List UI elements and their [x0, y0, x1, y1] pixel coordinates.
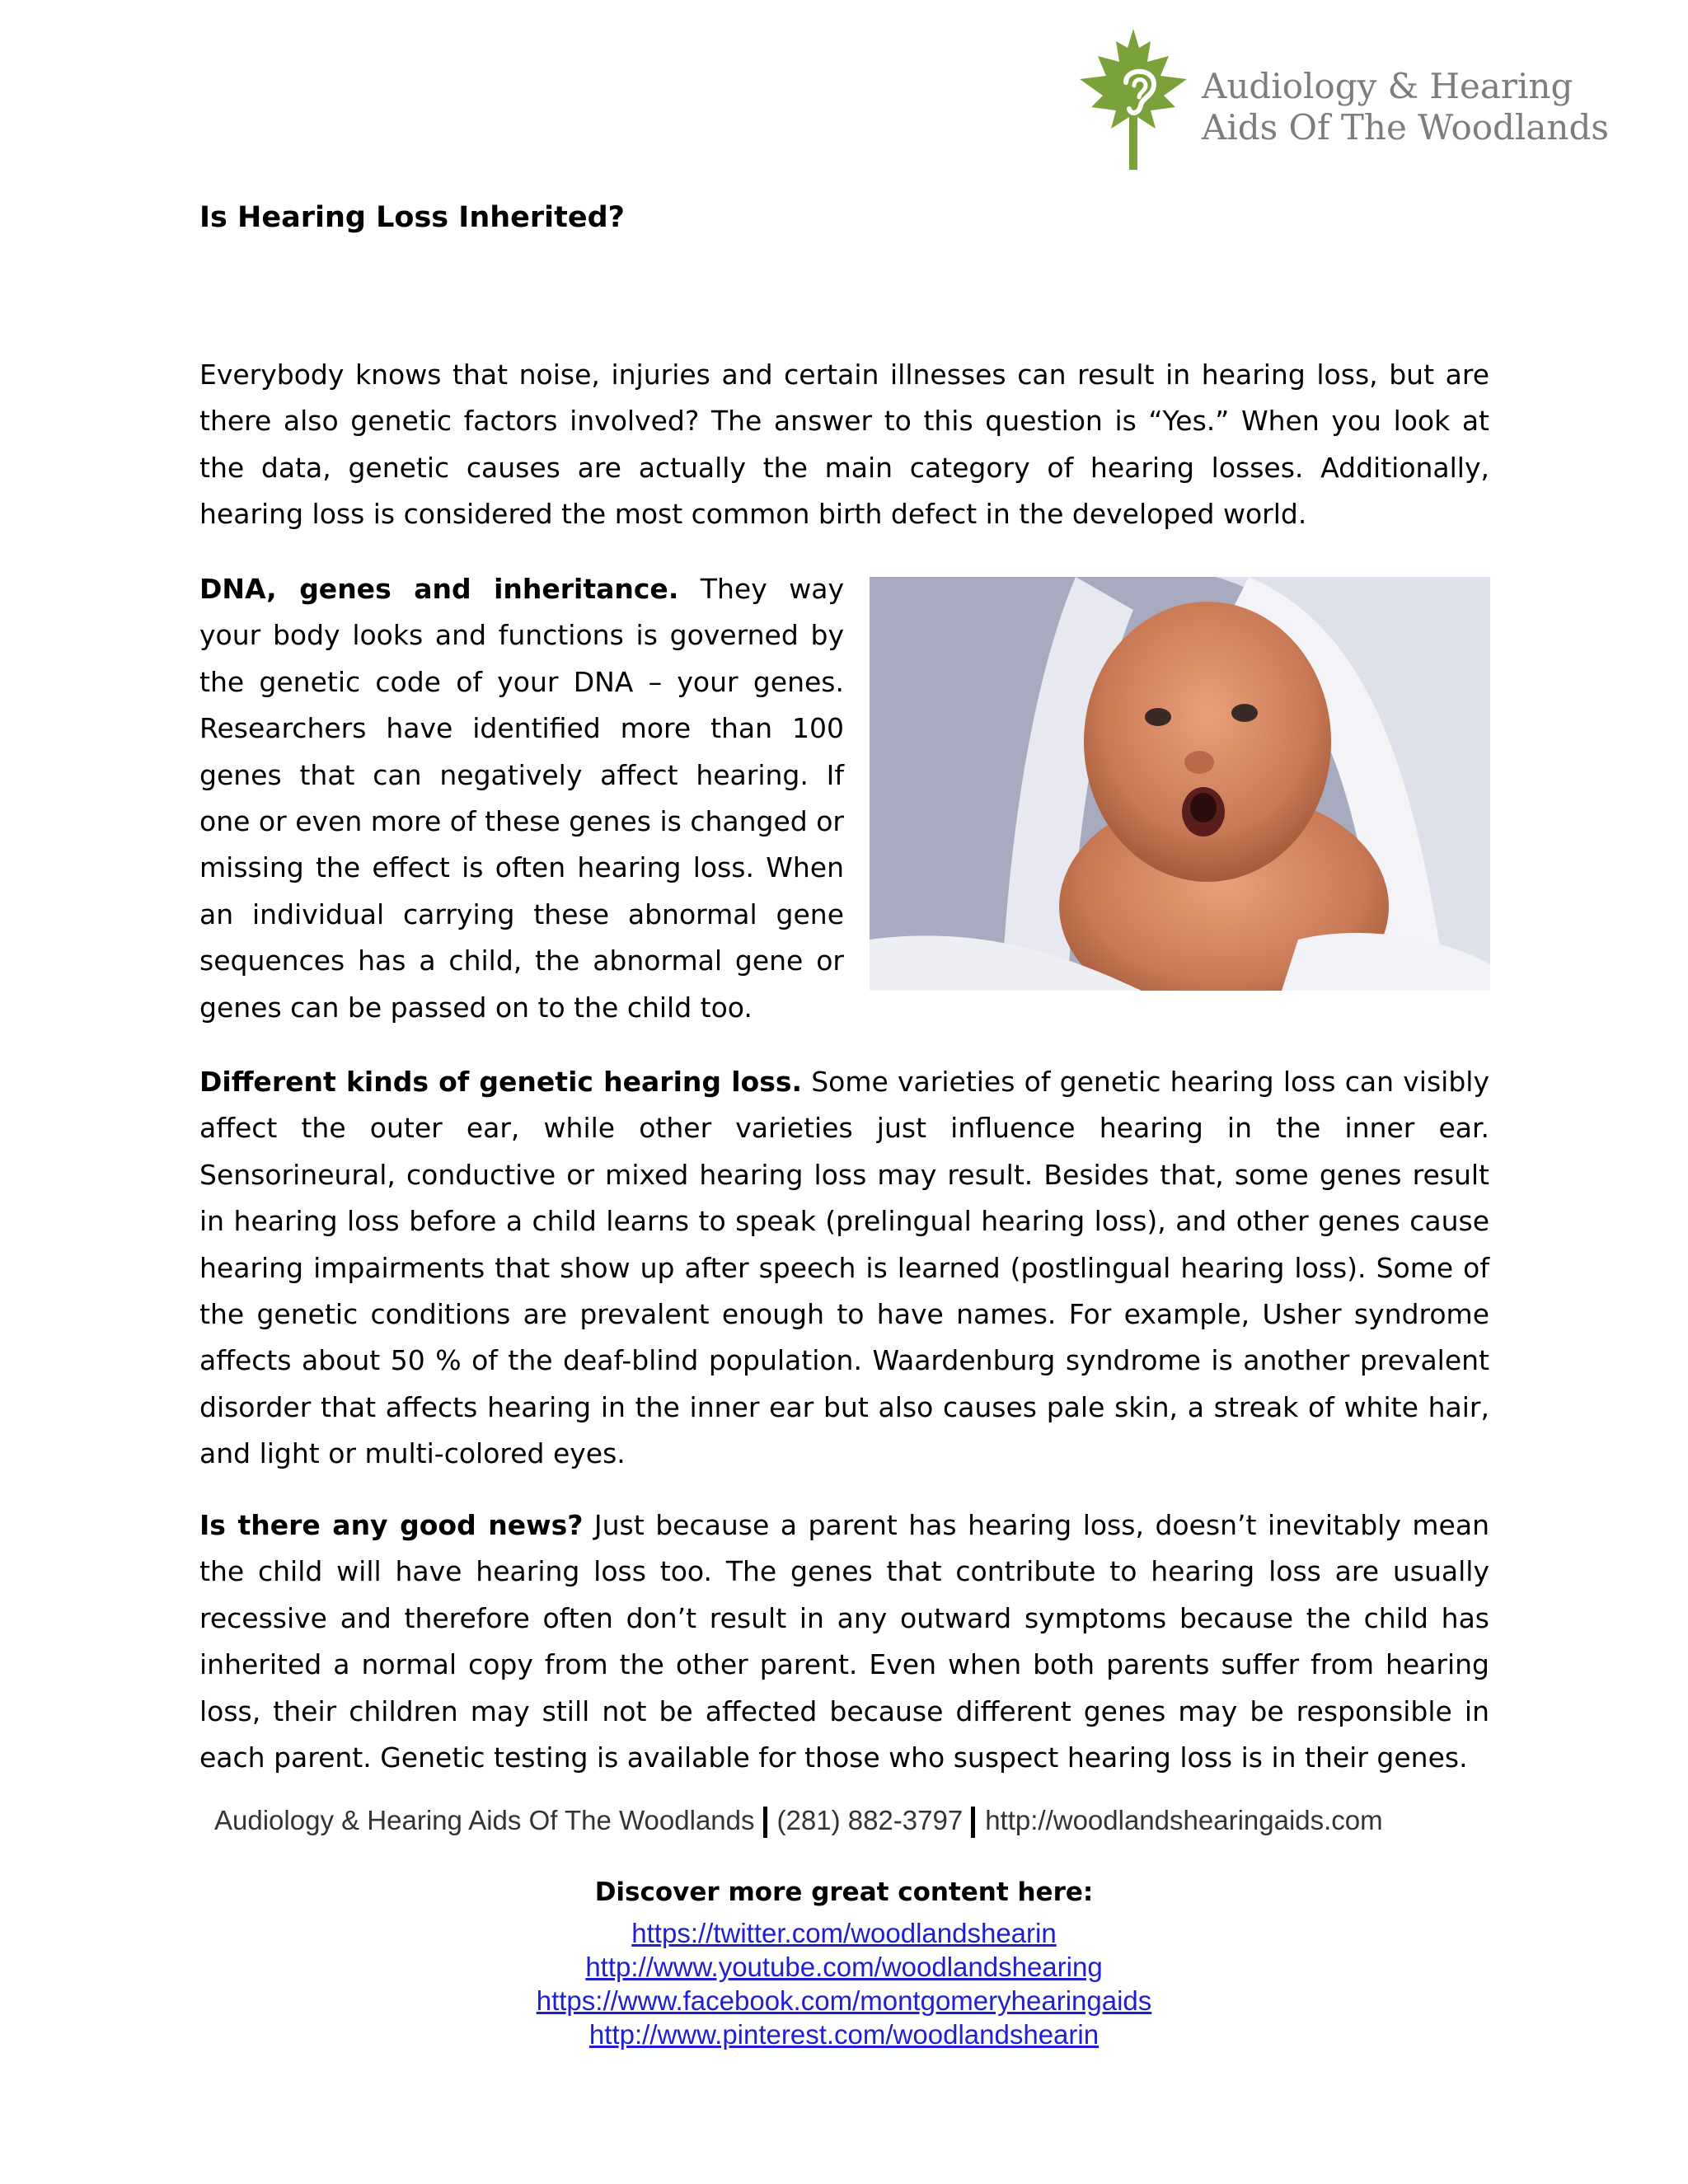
- twitter-link[interactable]: https://twitter.com/woodlandshearin: [631, 1918, 1057, 1948]
- footer-phone: (281) 882-3797: [776, 1805, 964, 1835]
- kinds-body: Some varieties of genetic hearing loss can visibly affect the outer ear, while other varieties just influence hearing in the inner ear. Sensorineural, conductive or mixed hearing loss may result. Besides that, some genes result in hearing loss before a child learns to speak (prelingual hearing loss), and other genes cause hearing impairments that show up after speech is learned (postlingual hearing loss). Some of the genetic conditions are prevalent enough to have names. For example, Usher syndrome affects about 50 % of the deaf-blind population. Waardenburg syndrome is another prevalent disorder that affects hearing in the inner ear but also causes pale skin, a streak of white hair, and light or multi-colored eyes.: [199, 1066, 1489, 1470]
- logo-text: [1202, 66, 1609, 148]
- intro-paragraph: Everybody knows that noise, injuries and certain illnesses can result in hearing loss, but are there also genetic factors involved? The answer to this question is “Yes.” When you look at the data, genetic causes are actually the main category of hearing losses. Additionally, hearing loss is considered the most common birth defect in the developed world.: [199, 359, 1489, 531]
- dna-paragraph: [199, 566, 844, 1031]
- logo-line-2: Aids Of The Woodlands: [1202, 107, 1609, 148]
- baby-illustration: [870, 577, 1490, 991]
- footer-company: Audiology & Hearing Aids Of The Woodlands: [214, 1805, 755, 1835]
- company-logo: [1071, 25, 1609, 173]
- article-title: Is Hearing Loss Inherited?: [199, 201, 625, 234]
- news-heading: Is there any good news?: [199, 1509, 584, 1541]
- footer-separator: [763, 1807, 767, 1838]
- dna-body: They way your body looks and functions is governed by the genetic code of your DNA – your genes. Researchers have identified more than 100 genes that can negatively affect hearing. If one or even more of these genes is changed or missing the effect is often hearing loss. When an individual carrying these abnormal gene sequences has a child, the abnormal gene or genes can be passed on to the child too.: [199, 573, 844, 1024]
- facebook-link[interactable]: https://www.facebook.com/montgomeryhearingaids: [536, 1985, 1152, 2016]
- good-news-paragraph: [199, 1502, 1489, 1781]
- yawning-baby-photo: [870, 577, 1490, 991]
- footer-separator: [971, 1807, 975, 1838]
- logo-line-1: Audiology & Hearing: [1202, 66, 1573, 106]
- footer-contact-line: [214, 1805, 1475, 1838]
- footer-website: http://woodlandshearingaids.com: [985, 1805, 1383, 1835]
- pinterest-link[interactable]: http://www.pinterest.com/woodlandshearin: [588, 2019, 1100, 2050]
- maple-leaf-ear-icon: [1071, 25, 1195, 173]
- social-links: [0, 1916, 1688, 2051]
- news-body: Just because a parent has hearing loss, doesn’t inevitably mean the child will have hearing loss too. The genes that contribute to hearing loss are usually recessive and therefore often don’t result in any outward symptoms because the child has inherited a normal copy from the other parent. Even when both parents suffer from hearing loss, their children may still not be affected because different genes may be responsible in each parent. Genetic testing is available for those who suspect hearing loss is in their genes.: [199, 1509, 1489, 1774]
- kinds-paragraph: [199, 1059, 1489, 1478]
- dna-heading: DNA, genes and inheritance.: [199, 573, 679, 605]
- youtube-link[interactable]: http://www.youtube.com/woodlandshearing: [585, 1952, 1103, 1982]
- kinds-heading: Different kinds of genetic hearing loss.: [199, 1066, 803, 1098]
- discover-heading: Discover more great content here:: [594, 1877, 1094, 1907]
